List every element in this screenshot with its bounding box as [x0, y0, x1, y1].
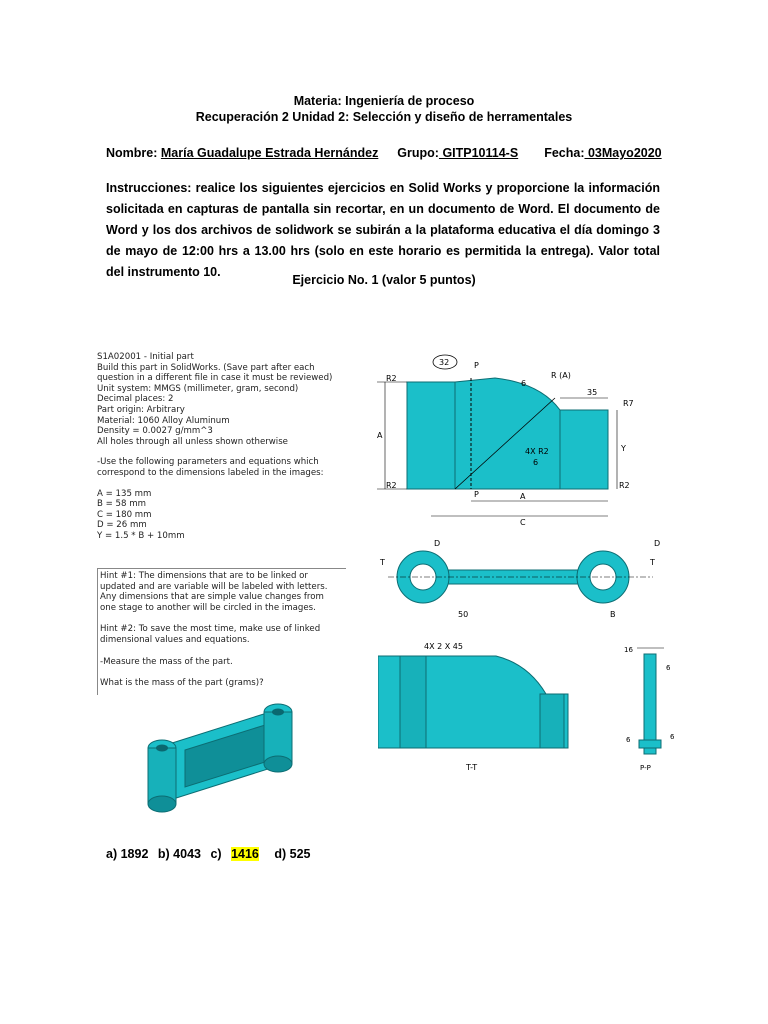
- label-r2-right: R2: [619, 481, 630, 490]
- top-view-drawing: [378, 530, 668, 625]
- label-p-bottom: P: [474, 490, 479, 499]
- front-view-drawing: [355, 348, 655, 528]
- label-b: B: [610, 610, 616, 619]
- student-info-line: [106, 146, 662, 160]
- label-hole: 4X R2: [525, 447, 549, 456]
- label-32: 32: [439, 358, 450, 367]
- label-6-pp-top: 6: [666, 664, 671, 672]
- label-a-vertical: A: [377, 431, 383, 440]
- measure-instruction: -Measure the mass of the part.: [100, 656, 233, 667]
- problem-line: Material: 1060 Alloy Aluminum: [97, 415, 230, 426]
- section-pp-drawing: [612, 640, 692, 780]
- param-a: A = 135 mm: [97, 488, 152, 499]
- name-label: Nombre:: [106, 146, 158, 160]
- label-50: 50: [458, 610, 469, 619]
- param-d: D = 26 mm: [97, 520, 147, 531]
- label-pp: P-P: [640, 764, 651, 772]
- group-label: Grupo:: [397, 146, 439, 160]
- answer-b: b) 4043: [157, 847, 201, 861]
- label-35: 35: [587, 388, 598, 397]
- date-label: Fecha:: [544, 146, 585, 160]
- label-16: 16: [624, 646, 633, 654]
- answer-c: [210, 847, 264, 861]
- param-y: Y = 1.5 * B + 10mm: [97, 530, 185, 541]
- hint-1: Hint #1: The dimensions that are to be linked or updated and are variable will be labeled with letters. Any dimensions that are simple value changes from one stage to another will be circled in the images.: [100, 571, 328, 613]
- label-ra: R (A): [551, 371, 571, 380]
- unit-heading: Recuperación 2 Unidad 2: Selección y diseño de herramentales: [195, 110, 573, 124]
- problem-line: Density = 0.0027 g/mm^3: [97, 426, 213, 437]
- problem-line: Build this part in SolidWorks. (Save part after each question in a different file in case it must be reviewed): [97, 362, 333, 384]
- name-value: María Guadalupe Estrada Hernández: [160, 146, 379, 160]
- problem-line: S1A02001 - Initial part: [97, 352, 194, 362]
- mass-question: What is the mass of the part (grams)?: [100, 678, 264, 689]
- hint-2: Hint #2: To save the most time, make use of linked dimensional values and equations.: [100, 624, 321, 645]
- label-r7: R7: [623, 399, 634, 408]
- label-6-top: 6: [521, 379, 527, 388]
- answer-a: a) 1892: [106, 847, 149, 861]
- label-p-top: P: [474, 361, 479, 370]
- isometric-part-image: [140, 700, 320, 820]
- date-value: 03Mayo2020: [584, 146, 662, 160]
- label-6-pp-right: 6: [670, 733, 675, 741]
- label-tt: T-T: [466, 763, 478, 772]
- problem-line: All holes through all unless shown otherwise: [97, 436, 288, 447]
- hints: [100, 571, 342, 689]
- answer-c-highlighted: 1416: [231, 847, 259, 861]
- exercise-title: Ejercicio No. 1 (valor 5 puntos): [292, 273, 476, 287]
- label-y: Y: [621, 444, 626, 453]
- label-t-right: T: [650, 558, 655, 567]
- label-chamfer: 4X 2 X 45: [424, 642, 463, 651]
- problem-line: Part origin: Arbitrary: [97, 404, 185, 415]
- label-r2-bottom: R2: [386, 481, 397, 490]
- answer-options: [106, 847, 317, 861]
- answer-c-prefix: c): [210, 847, 222, 861]
- group-value: GITP10114-S: [438, 146, 519, 160]
- instructions-paragraph: Instrucciones: realice los siguientes ejercicios en Solid Works y proporcione la información solicitada en capturas de pantalla sin recortar, en un documento de Word. El documento de Word y los dos archivos de solidwork se subirán a la plataforma educativa el día domingo 3 de mayo de 12:00 hrs a 13.00 hrs (solo en este horario es permitida la entrega). Valor total del instrumento 10.: [106, 181, 660, 279]
- problem-statement: [97, 352, 345, 542]
- subject-heading: Materia: Ingeniería de proceso: [293, 94, 475, 108]
- problem-line: Unit system: MMGS (millimeter, gram, second): [97, 383, 299, 394]
- label-r2-top: R2: [386, 374, 397, 383]
- label-t-left: T: [380, 558, 385, 567]
- label-6-bottom: 6: [533, 458, 539, 467]
- problem-line: Decimal places: 2: [97, 394, 174, 405]
- label-d-left: D: [434, 539, 441, 548]
- label-c: C: [520, 518, 526, 527]
- label-a-horizontal: A: [520, 492, 526, 501]
- param-c: C = 180 mm: [97, 509, 152, 520]
- label-6-pp-left: 6: [626, 736, 631, 744]
- answer-d: d) 525: [274, 847, 311, 861]
- section-tt-drawing: [378, 636, 598, 776]
- param-b: B = 58 mm: [97, 499, 146, 510]
- params-intro: -Use the following parameters and equations which correspond to the dimensions labeled in the images:: [97, 457, 324, 478]
- label-d-right: D: [654, 539, 661, 548]
